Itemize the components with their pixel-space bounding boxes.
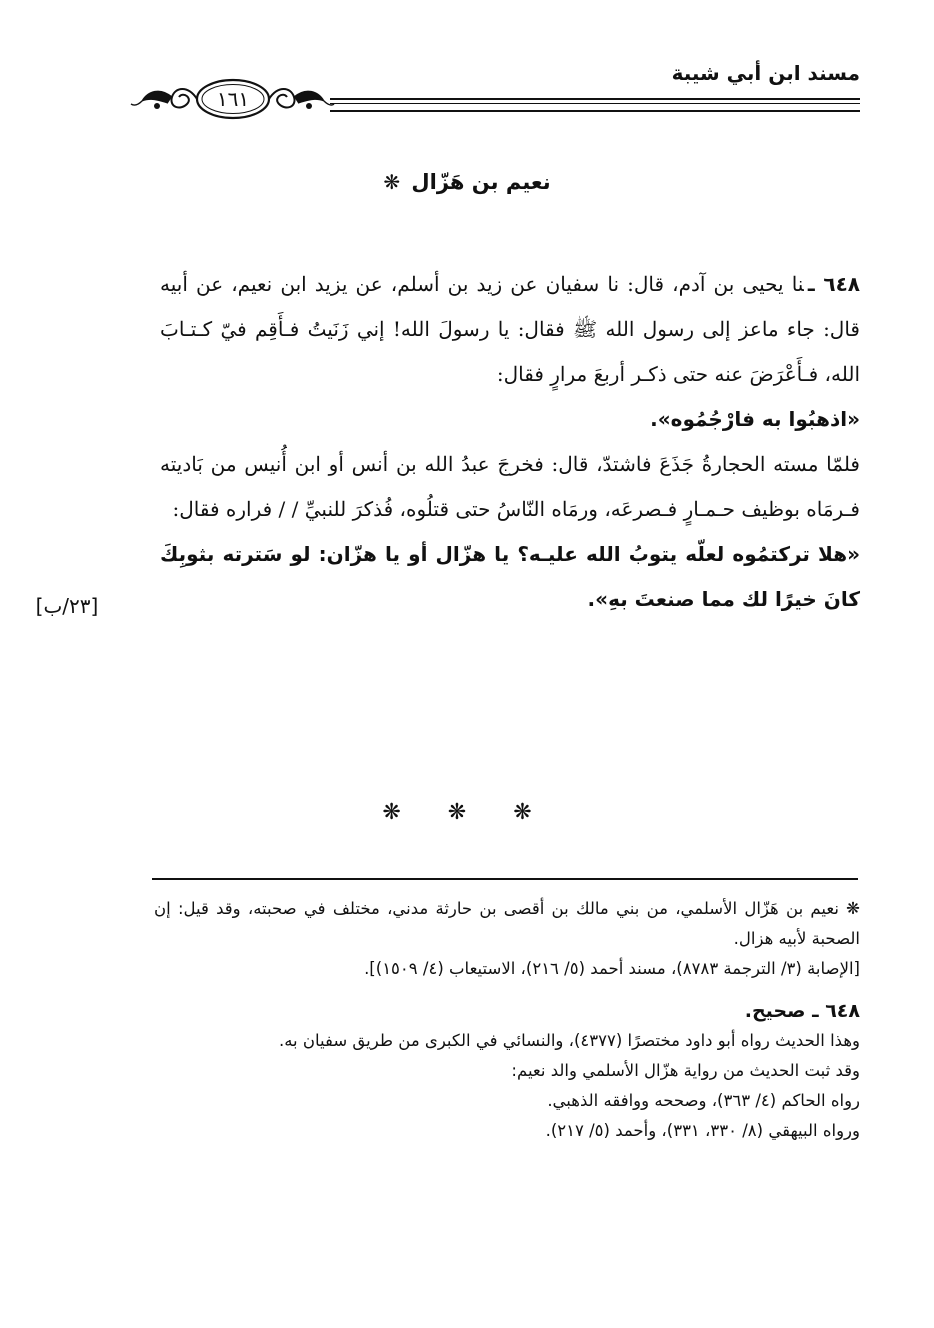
prophetic-saying-1: «اذهبُوا به فارْجُمُوه». <box>650 407 860 431</box>
narrator-biography: ❋ نعيم بن هَزّال الأسلمي، من بني مالك بن أقصى بن حارثة مدني، مختلف في صحبته، وقد قيل: إن الصحبة لأبيه هزال. <box>154 899 860 948</box>
hadith-narrative-paragraph: فلمّا مسته الحجارةُ جَذَعَ فاشتدّ، قال: فخرجَ عبدُ الله بن أنس أو ابن أُنيس من بَاديته فـرمَاه بوظيف حـمـارٍ فـصرعَه، ورمَاه النّاسُ حتى قتلُوه، فُذكرَ للنبيِّ / / فراره فقال: <box>160 452 860 521</box>
takhrij-line: وقد ثبت الحديث من رواية هزّال الأسلمي والد نعيم: <box>511 1061 860 1080</box>
hadith-number: ٦٤٨ ـ <box>807 272 860 296</box>
hadith-isnad-paragraph <box>160 262 860 397</box>
takhrij-line: وهذا الحديث رواه أبو داود مختصرًا (٤٣٧٧)، والنسائي في الكبرى من طريق سفيان به. <box>278 1031 860 1050</box>
hadith-grade: ٦٤٨ ـ صحيح. <box>744 1000 860 1022</box>
footnote-divider <box>152 878 858 880</box>
takhrij-line: رواه الحاكم (٤/ ٣٦٣)، وصححه ووافقه الذهبي. <box>547 1091 860 1110</box>
hadith-isnad-text: نا يحيى بن آدم، قال: نا سفيان عن زيد بن أسلم، عن يزيد ابن نعيم، عن أبيه قال: جاء ماعز إلى رسول الله ﷺ فقال: يا رسولَ الله! إني زَنَيتُ فـأَقِم فيّ كـتـابَ الله، فـأَعْرَضَ عنه حتى ذكـر أربعَ مرارٍ فقال: <box>160 272 860 386</box>
chapter-title <box>0 170 934 194</box>
manuscript-folio-marker: [٢٣/ب] <box>35 594 99 618</box>
hadith-body <box>160 262 860 622</box>
book-title: مسند ابن أبي شيبة <box>671 61 860 85</box>
page-header <box>130 55 860 130</box>
header-rule <box>330 98 860 112</box>
section-separator: ❋ ❋ ❋ <box>382 800 552 825</box>
page-number: ١٦١ <box>216 87 250 111</box>
chapter-title-text: نعيم بن هَزّال <box>411 170 551 194</box>
prophetic-saying-2: «هلا تركتمُوه لعلّه يتوبُ الله عليـه؟ يا هزّال أو يا هزّان: لو سَترته بثوبِكَ كانَ خيرًا لك مما صنعتَ بهِ». <box>160 542 860 611</box>
biography-references: [الإصابة (٣/ الترجمة ٨٧٨٣)، مسند أحمد (٥/ ٢١٦)، الاستيعاب (٤/ ١٥٠٩)]. <box>364 959 860 978</box>
footnotes <box>154 894 860 1146</box>
takhrij-line: ورواه البيهقي (٨/ ٣٣٠، ٣٣١)، وأحمد (٥/ ٢١٧). <box>545 1121 860 1140</box>
footnote-star-icon: ❋ <box>383 170 401 194</box>
